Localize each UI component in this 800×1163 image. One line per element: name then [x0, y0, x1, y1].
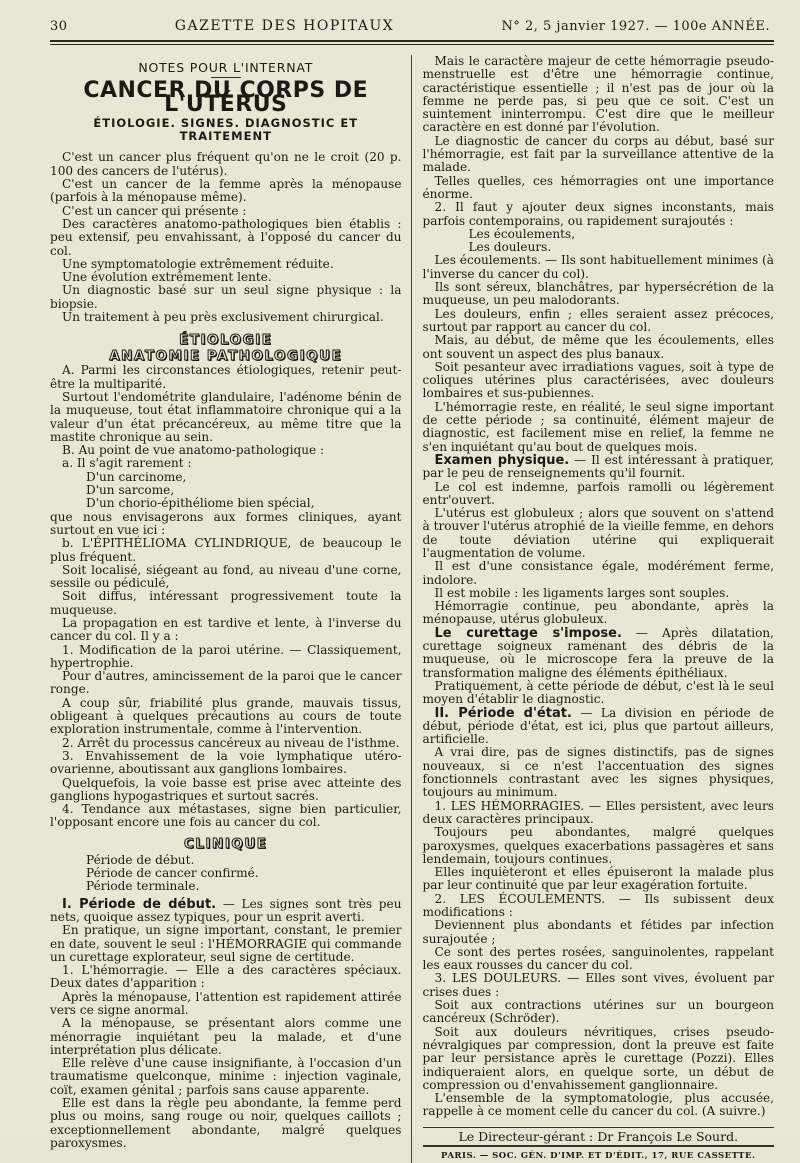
clinique-list [50, 854, 402, 894]
paragraph: Telles quelles, ces hémorragies ont une importance énorme. [422, 173, 774, 201]
paragraph: Elle est dans la règle peu abondante, la femme perd plus ou moins, sang rouge ou noir, quelques caillots ; exceptionnellement abondante, malgré quelques paroxysmes. [50, 1096, 402, 1150]
article-subtitle: ÉTIOLOGIE. SIGNES. DIAGNOSTIC ET TRAITEMENT [93, 115, 359, 144]
list-item: Période terminale. [86, 879, 200, 894]
paragraph: Deviennent plus abondants et fétides par infection surajoutée ; [422, 918, 774, 946]
paragraph: b. L'ÉPITHÉLIOMA CYLINDRIQUE, de beaucoup le plus fréquent. [50, 536, 402, 564]
section-heading-anatomie: ANATOMIE PATHOLOGIQUE [109, 348, 343, 365]
list-item: Les douleurs. [468, 240, 552, 255]
section-heading-etiologie: ÉTIOLOGIE [179, 332, 273, 349]
paragraph: 4. Tendance aux métastases, signe bien particulier, l'opposant encore une fois au cancer du col. [50, 802, 402, 830]
period1-heading: I. Période de début. [62, 896, 217, 912]
paragraph: C'est un cancer qui présente : [62, 203, 247, 218]
paragraph: que nous envisagerons aux formes cliniques, ayant surtout en vue ici : [50, 509, 402, 537]
period1-block [50, 898, 402, 1151]
paragraph: Les douleurs, enfin ; elles seraient assez précoces, surtout par rapport au cancer du col. [422, 306, 774, 334]
header-rule [50, 40, 774, 45]
paragraph: Une évolution extrêmement lente. [62, 270, 272, 285]
paragraph: B. Au point de vue anatomo-pathologique : [62, 443, 325, 458]
paragraph: C'est un cancer plus fréquent qu'on ne le croit (20 p. 100 des cancers de l'utérus). [50, 150, 402, 178]
paragraph: Les écoulements. — Ils sont habituellement minimes (à l'inverse du cancer du col). [422, 253, 774, 281]
paragraph: Pour d'autres, amincissement de la paroi que le cancer ronge. [50, 669, 402, 697]
page-header [50, 14, 774, 40]
list-item: D'un chorio-épithéliome bien spécial, [86, 496, 315, 511]
paragraph: Après la ménopause, l'attention est rapidement attirée vers ce signe anormal. [50, 989, 402, 1017]
exam-block [423, 454, 775, 627]
paragraph: L'hémorragie reste, en réalité, le seul signe important de cette période ; sa continuité, élément majeur de diagnostic, est facilement mise en relief, la femme ne s'en inquiétant qu'au bout de quelques mois. [422, 399, 774, 454]
printer-imprint: PARIS. — SOC. GÉN. D'IMP. ET D'ÉDIT., 17, RUE CASSETTE. [441, 1151, 756, 1162]
paragraph: a. Il s'agit rarement : [62, 456, 192, 471]
right-column [412, 55, 775, 1163]
paragraph-text: — Après dilatation, curettage soigneux ramenant des débris de la muqueuse, où le microscope fera la preuve de la transformation maligne des éléments épithéliaux. [422, 625, 774, 680]
paragraph: Une symptomatologie extrêmement réduite. [62, 256, 334, 271]
paragraph-text: — Il est intéressant à pratiquer, par le peu de renseignements qu'il fournit. [422, 452, 774, 481]
paragraph: Surtout l'endométrite glandulaire, l'adénome bénin de la muqueuse, tout état inflammatoire chronique qui a la valeur d'un état précancéreux, au même titre que la mastite chronique au sein. [50, 389, 402, 444]
exam-heading: Examen physique. [434, 452, 570, 468]
journal-title: GAZETTE DES HOPITAUX [174, 18, 395, 34]
paragraph: Mais, au début, de même que les écoulements, elles ont souvent un aspect des plus banaux. [422, 333, 774, 361]
notes-title: NOTES POUR L'INTERNAT [138, 60, 314, 75]
paragraph: La propagation en est tardive et lente, à l'inverse du cancer du col. Il y a : [50, 615, 402, 644]
paragraph: A la ménopause, se présentant alors comme une ménorragie inquiétant peu la malade, et d'une interprétation plus délicate. [50, 1016, 402, 1057]
paragraph-text: — Les signes sont très peu nets, quoique assez typiques, pour un esprit averti. [50, 896, 402, 924]
paragraph: 1. LES HÉMORRAGIES. — Elles persistent, avec leurs deux caractères principaux. [422, 798, 774, 826]
paragraph: Mais le caractère majeur de cette hémorragie pseudo-menstruelle est d'être une hémorragie continue, caractéristique essentielle ; il n'est pas de jour où la femme ne perde pas, si peu que ce soit. C'est un suintement ininterrompu. C'est dire que le meilleur caractère en est donné par l'évolution. [422, 54, 774, 135]
article-title: CANCER DU CORPS DE L'UTÉRUS [83, 78, 369, 117]
paragraph: Toujours peu abondantes, malgré quelques paroxysmes, quelques exacerbations passagères et sans lendemain, toujours continues. [422, 825, 774, 866]
list-item: D'un sarcome, [86, 483, 175, 498]
paragraph: Elles inquièteront et elles épuiseront la malade plus par leur continuité que par leur exagération fortuite. [422, 865, 774, 893]
paragraph: Il est mobile : les ligaments larges sont souples. [434, 585, 730, 600]
paragraph: Des caractères anatomo-pathologiques bien établis : peu extensif, peu envahissant, à l'opposé du cancer du col. [50, 216, 402, 258]
paragraph: Soit aux contractions utérines sur un bourgeon cancéreux (Schröder). [422, 998, 774, 1026]
paragraph: Soit diffus, intéressant progressivement toute la muqueuse. [50, 589, 402, 617]
curettage-heading: Le curettage s'impose. [434, 625, 622, 641]
columns [50, 55, 774, 1163]
paragraph: Le diagnostic de cancer du corps au début, basé sur l'hémorragie, est fait par la surveillance attentive de la malade. [422, 133, 774, 175]
paragraph: Il est d'une consistance égale, modérément ferme, indolore. [422, 559, 774, 587]
paragraph: Ils sont séreux, blanchâtres, par hypersécrétion de la muqueuse, un peu malodorants. [422, 280, 774, 308]
paragraph: En pratique, un signe important, constant, le premier en date, souvent le seul : l'HÉMORRAGIE qui commande un curettage explorateur, seul signe de certitude. [50, 923, 402, 964]
paragraph: Soit pesanteur avec irradiations vagues, soit à type de coliques utérines plus caractérisées, avec douleurs lombaires et sus-pubiennes. [422, 359, 774, 401]
intro-block [50, 151, 402, 324]
paragraph: 2. LES ÉCOULEMENTS. — Ils subissent deux modifications : [422, 891, 774, 919]
section-heading-clinique: CLINIQUE [183, 835, 268, 852]
page-number: 30 [50, 19, 68, 34]
issue-info: N° 2, 5 janvier 1927. — 100e ANNÉE. [501, 19, 770, 34]
paragraph-text: — La division en période de début, période d'état, est ici, plus que partout ailleurs, artificielle. [422, 705, 774, 747]
paragraph: C'est un cancer de la femme après la ménopause (parfois à la ménopause même). [50, 177, 402, 205]
list-item: D'un carcinome, [86, 469, 187, 484]
paragraph: Ce sont des pertes rosées, sanguinolentes, rappelant les eaux rousses du cancer du col. [422, 944, 774, 973]
paragraph: Un traitement à peu près exclusivement chirurgical. [62, 310, 384, 325]
paragraph: Pratiquement, à cette période de début, c'est là le seul moyen d'établir le diagnostic. [422, 678, 774, 707]
hemorrhage-block [423, 55, 775, 454]
paragraph: Hémorragie continue, peu abondante, après la ménopause, utérus globuleux. [422, 599, 774, 627]
list-item: Période de cancer confirmé. [86, 866, 259, 881]
etiology-block [50, 364, 402, 829]
paragraph: 1. Modification de la paroi utérine. — Classiquement, hypertrophie. [50, 642, 402, 670]
paragraph: Un diagnostic basé sur un seul signe physique : la biopsie. [50, 283, 402, 311]
paragraph: 1. L'hémorragie. — Elle a des caractères spéciaux. Deux dates d'apparition : [50, 963, 402, 991]
paragraph: 2. Il faut y ajouter deux signes inconstants, mais parfois contemporains, ou rapidement surajoutés : [422, 200, 774, 228]
paragraph: A vrai dire, pas de signes distinctifs, pas de signes nouveaux, si ce n'est l'accentuation des signes fonctionnels contrastant avec les signes physiques, toujours au minimum. [422, 745, 774, 800]
paragraph: 3. LES DOULEURS. — Elles sont vives, évoluent par crises dues : [422, 971, 774, 999]
director-signature: Le Directeur-gérant : Dr François Le Sourd. [423, 1127, 775, 1147]
paragraph: L'ensemble de la symptomatologie, plus accusée, rappelle à ce moment celle du cancer du col. (A suivre.) [422, 1091, 774, 1119]
period2-heading: II. Période d'état. [434, 705, 572, 721]
paragraph: Quelquefois, la voie basse est prise avec atteinte des ganglions hypogastriques et surtout sacrés. [50, 775, 402, 803]
list-item: Les écoulements, [468, 226, 576, 241]
paragraph: L'utérus est globuleux ; alors que souvent on s'attend à trouver l'utérus atrophié de la vieille femme, en dehors de toute déviation utérine qui expliquerait l'augmentation de volume. [422, 506, 774, 560]
paragraph: A. Parmi les circonstances étiologiques, retenir peut-être la multiparité. [50, 363, 402, 391]
period2-block [423, 707, 775, 1119]
paragraph: 3. Envahissement de la voie lymphatique utéro-ovarienne, aboutissant aux ganglions lombaires. [50, 748, 402, 777]
paragraph: A coup sûr, friabilité plus grande, mauvais tissus, obligeant à quelques précautions au cours de toute exploration instrumentale, comme à l'intervention. [50, 695, 402, 737]
paragraph: Le col est indemne, parfois ramolli ou légèrement entr'ouvert. [422, 479, 774, 507]
paragraph: Elle relève d'une cause insignifiante, à l'occasion d'un traumatisme quelconque, minime : injection vaginale, coït, examen génital ; parfois sans cause apparente. [50, 1056, 402, 1097]
paragraph: Soit aux douleurs névritiques, crises pseudo-névralgiques par compression, dont la preuve est faite par leur persistance après le curettage (Pozzi). Elles indiqueraient alors, en quelque sorte, un début de compression ou d'envahissement ganglionnaire. [422, 1024, 774, 1092]
paragraph: Soit localisé, siégeant au fond, au niveau d'une corne, sessile ou pédiculé, [50, 562, 402, 591]
list-item: Période de début. [86, 852, 195, 867]
paragraph: 2. Arrêt du processus cancéreux au niveau de l'isthme. [62, 735, 400, 750]
left-column [50, 55, 412, 1163]
curettage-block [423, 627, 775, 707]
